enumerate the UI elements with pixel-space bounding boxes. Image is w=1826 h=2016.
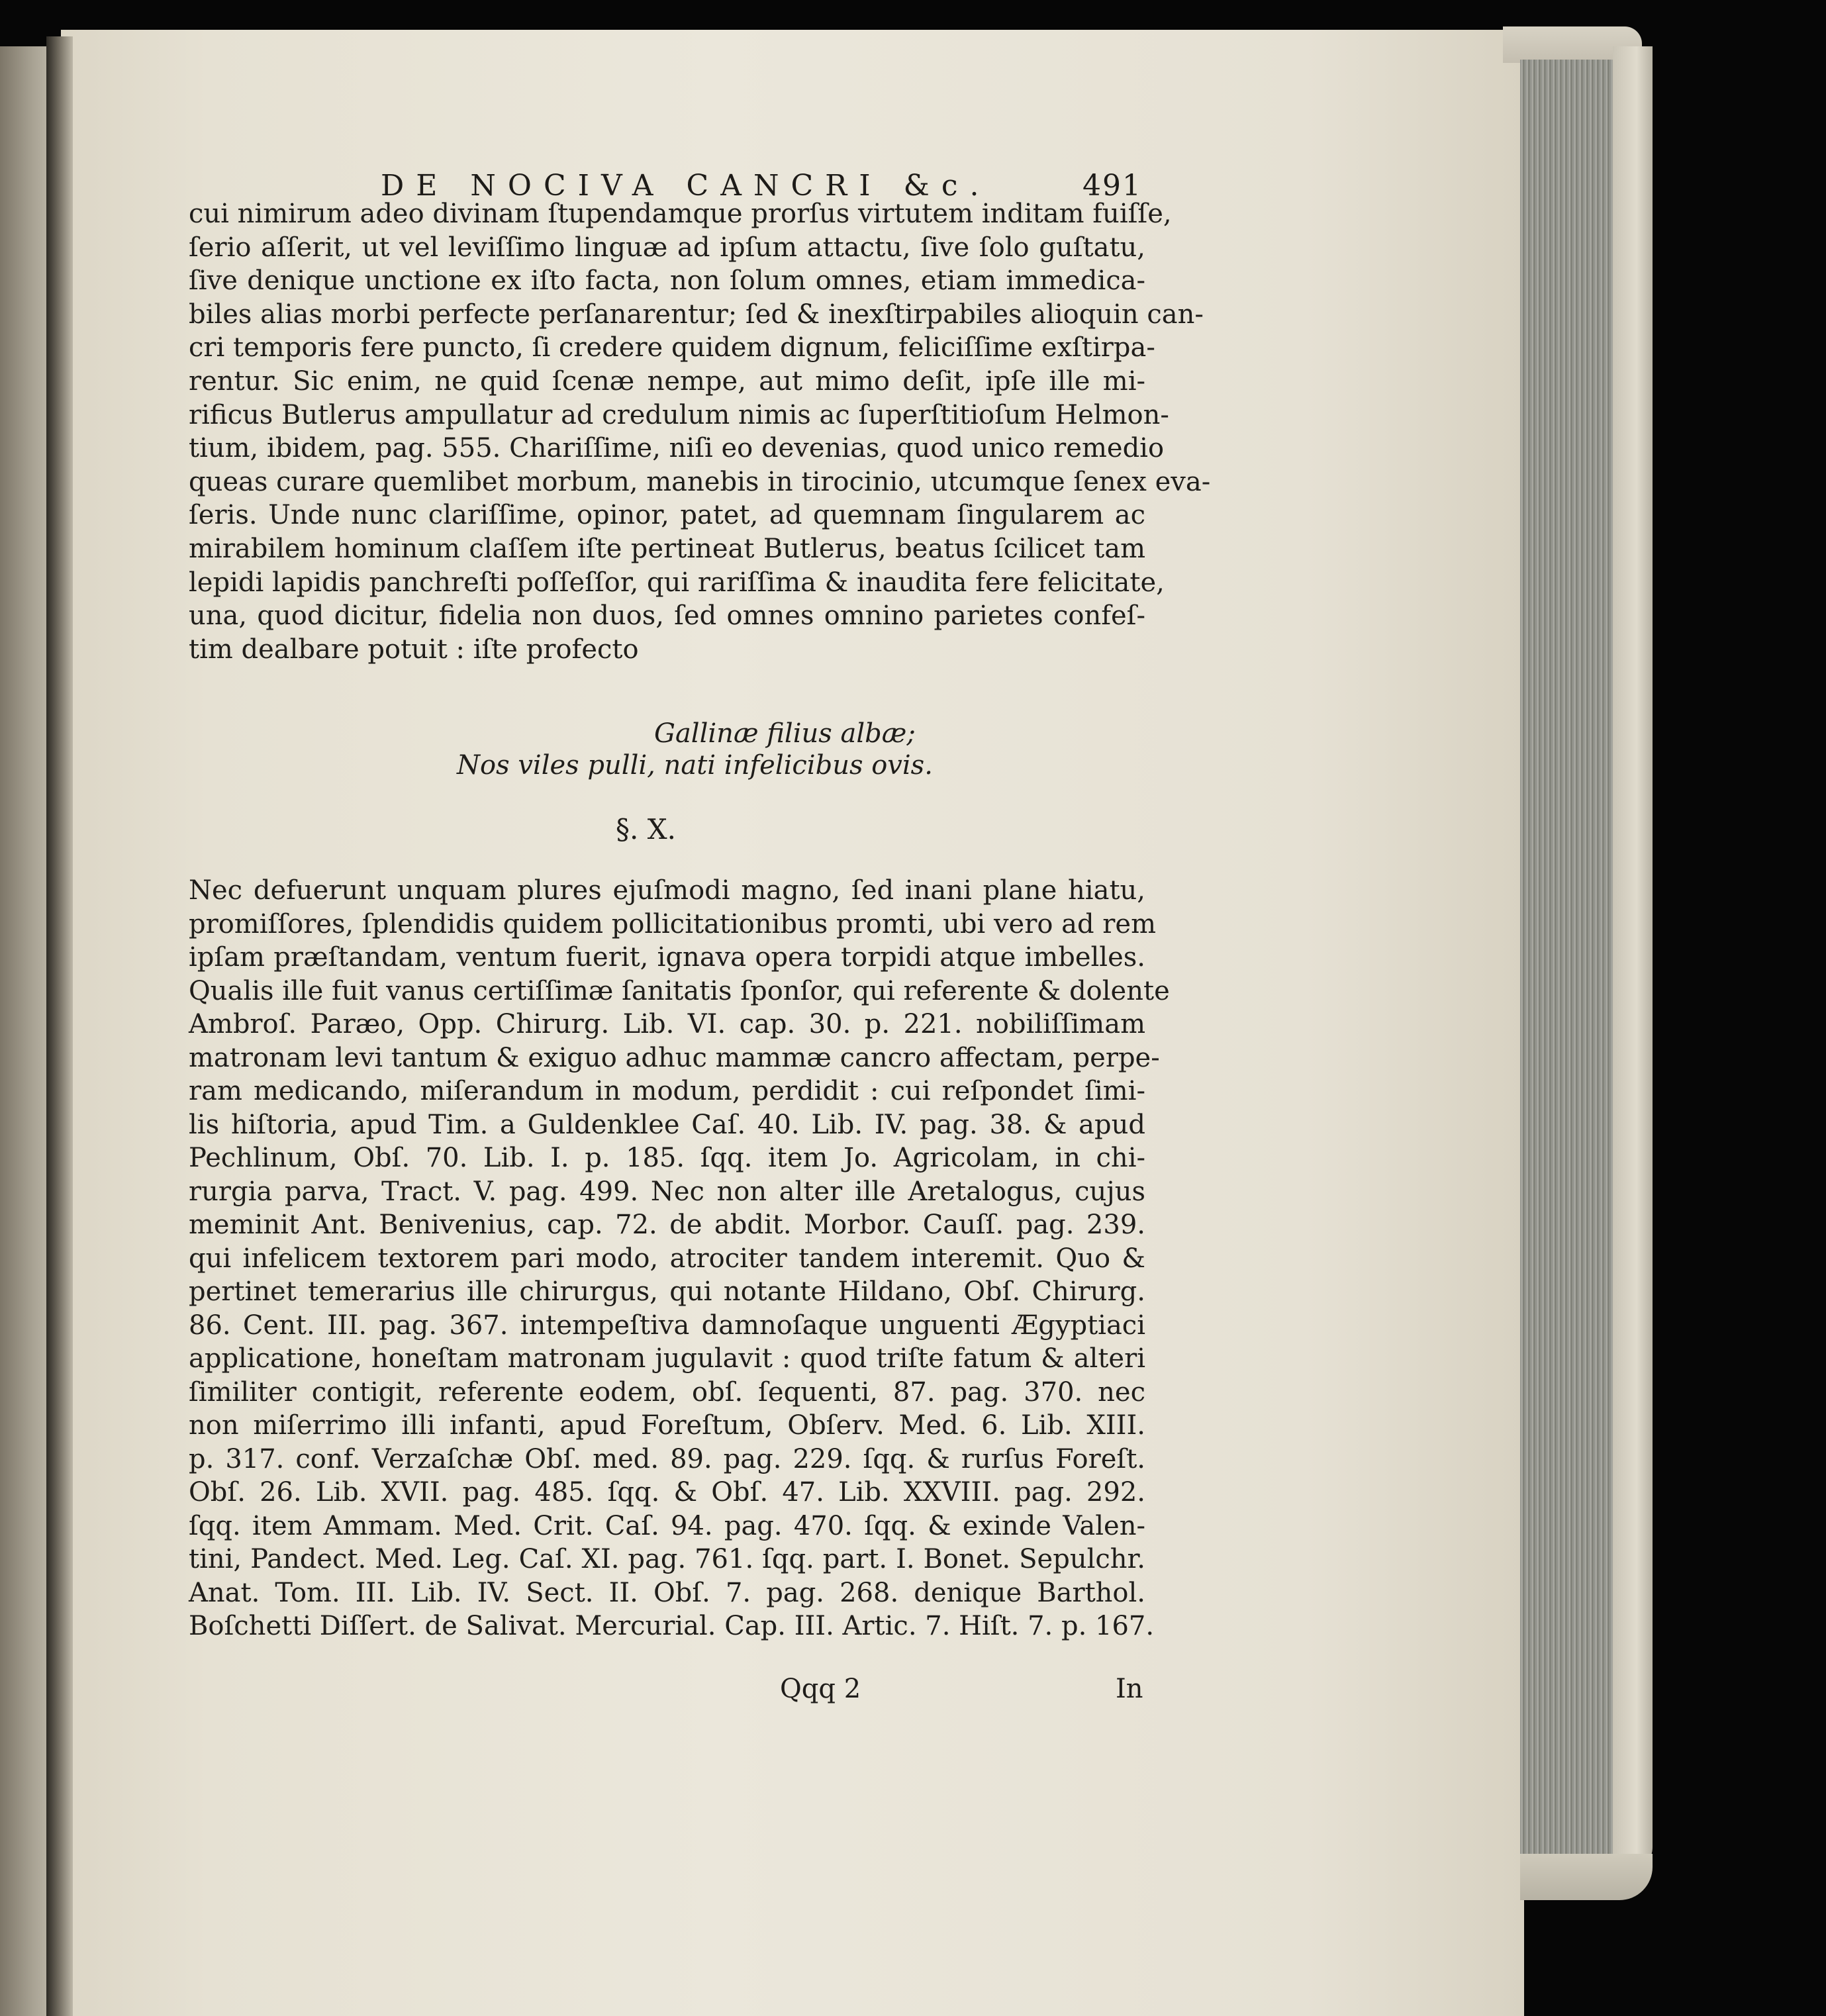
text-line: cri temporis fere puncto, ſi credere quidem dignum, feliciſſime exſtirpa- xyxy=(189,332,1155,363)
text-line: tium, ibidem, pag. 555. Chariſſime, niſi eo devenias, quod unico remedio xyxy=(189,433,1165,464)
text-line: ſeris. Unde nunc clariſſime, opinor, patet, ad quemnam ſingularem ac xyxy=(189,500,1145,531)
text-line: biles alias morbi perfecte perſanarentur; ſed & inexſtirpabiles alioquin can- xyxy=(189,299,1204,330)
text-line: tim dealbare potuit : iſte profecto xyxy=(189,634,639,665)
text-line: Nec defuerunt unquam plures ejuſmodi magno, ſed inani plane hiatu, xyxy=(189,875,1145,906)
text-line: lis hiſtoria, apud Tim. a Guldenklee Caſ. 40. Lib. IV. pag. 38. & apud xyxy=(189,1109,1145,1140)
text-line: Pechlinum, Obſ. 70. Lib. I. p. 185. ſqq. item Jo. Agricolam, in chi- xyxy=(189,1143,1145,1173)
text-line: mirabilem hominum claſſem iſte pertineat Butlerus, beatus ſcilicet tam xyxy=(189,534,1145,564)
text-line: cui nimirum adeo divinam ſtupendamque prorſus virtutem inditam fuiſſe, xyxy=(189,199,1172,229)
text-line: rificus Butlerus ampullatur ad credulum nimis ac ſuperſtitioſum Helmon- xyxy=(189,399,1169,430)
text-line: Obſ. 26. Lib. XVII. pag. 485. ſqq. & Obſ. 47. Lib. XXVIII. pag. 292. xyxy=(189,1477,1145,1508)
verse-line-1: Gallinæ filius albæ; xyxy=(654,718,916,749)
page-stack-edge xyxy=(1520,60,1613,1860)
text-line: ſimiliter contigit, referente eodem, obſ. ſequenti, 87. pag. 370. nec xyxy=(189,1376,1145,1408)
text-line: lepidi lapidis panchreſti poſſeſſor, qui rariſſima & inaudita fere felicitate, xyxy=(189,567,1165,598)
text-line: rurgia parva, Tract. V. pag. 499. Nec non alter ille Aretalogus, cujus xyxy=(189,1176,1145,1207)
page-number: 491 xyxy=(1082,169,1142,203)
text-line: matronam levi tantum & exiguo adhuc mammæ cancro affectam, perpe- xyxy=(189,1042,1160,1073)
text-line: p. 317. conf. Verzaſchæ Obſ. med. 89. pag. 229. ſqq. & rurſus Foreſt. xyxy=(189,1443,1145,1474)
catchword: In xyxy=(1116,1674,1143,1704)
text-line: queas curare quemlibet morbum, manebis in tirocinio, utcumque ſenex eva- xyxy=(189,466,1211,497)
text-line: ſive denique unctione ex iſto facta, non ſolum omnes, etiam immedica- xyxy=(189,265,1145,297)
section-heading: §. X. xyxy=(616,813,676,845)
signature-mark: Qqq 2 xyxy=(780,1674,861,1704)
running-title: DE NOCIVA CANCRI &c. xyxy=(381,169,991,203)
text-line: tini, Pandect. Med. Leg. Caſ. XI. pag. 761. ſqq. part. I. Bonet. Sepulchr. xyxy=(189,1544,1145,1574)
text-line: qui infelicem textorem pari modo, atrociter tandem interemit. Quo & xyxy=(189,1243,1145,1274)
text-line: una, quod dicitur, fidelia non duos, ſed omnes omnino parietes confeſ- xyxy=(189,600,1145,632)
text-line: applicatione, honeſtam matronam jugulavit : quod triſte fatum & alteri xyxy=(189,1343,1145,1374)
text-line: ſqq. item Ammam. Med. Crit. Caſ. 94. pag. 470. ſqq. & exinde Valen- xyxy=(189,1510,1145,1541)
page-stack-bottom xyxy=(1520,1854,1653,1900)
text-line: rentur. Sic enim, ne quid ſcenæ nempe, aut mimo deſit, ipſe ille mi- xyxy=(189,366,1145,397)
text-line: ipſam præſtandam, ventum fuerit, ignava opera torpidi atque imbelles. xyxy=(189,942,1145,973)
text-line: promiſſores, ſplendidis quidem pollicitationibus promti, ubi vero ad rem xyxy=(189,908,1157,939)
text-line: ſerio aſſerit, ut vel leviſſimo linguæ ad ipſum attactu, ſive ſolo guſtatu, xyxy=(189,232,1145,263)
verse-line-2: Nos viles pulli, nati infelicibus ovis. xyxy=(457,750,933,781)
cover-edge xyxy=(1613,46,1653,1874)
text-line: ram medicando, miſerandum in modum, perdidit : cui reſpondet ſimi- xyxy=(189,1076,1145,1106)
text-line: Ambroſ. Paræo, Opp. Chirurg. Lib. VI. cap. 30. p. 221. nobiliſſimam xyxy=(189,1009,1145,1039)
text-line: meminit Ant. Benivenius, cap. 72. de abdit. Morbor. Cauſſ. pag. 239. xyxy=(189,1210,1145,1240)
text-line: non miſerrimo illi infanti, apud Foreſtum, Obſerv. Med. 6. Lib. XIII. xyxy=(189,1410,1145,1441)
text-line: Qualis ille fuit vanus certiſſimæ ſanitatis ſponſor, qui referente & dolente xyxy=(189,975,1170,1006)
gutter-shadow xyxy=(46,36,73,2016)
text-line: Boſchetti Diſſert. de Salivat. Mercurial. Cap. III. Artic. 7. Hiſt. 7. p. 167. xyxy=(189,1611,1155,1641)
text-line: 86. Cent. III. pag. 367. intempeſtiva damnoſaque unguenti Ægyptiaci xyxy=(189,1310,1145,1341)
text-line: pertinet temerarius ille chirurgus, qui notante Hildano, Obſ. Chirurg. xyxy=(189,1276,1145,1307)
text-line: Anat. Tom. III. Lib. IV. Sect. II. Obſ. 7. pag. 268. denique Barthol. xyxy=(189,1577,1145,1608)
